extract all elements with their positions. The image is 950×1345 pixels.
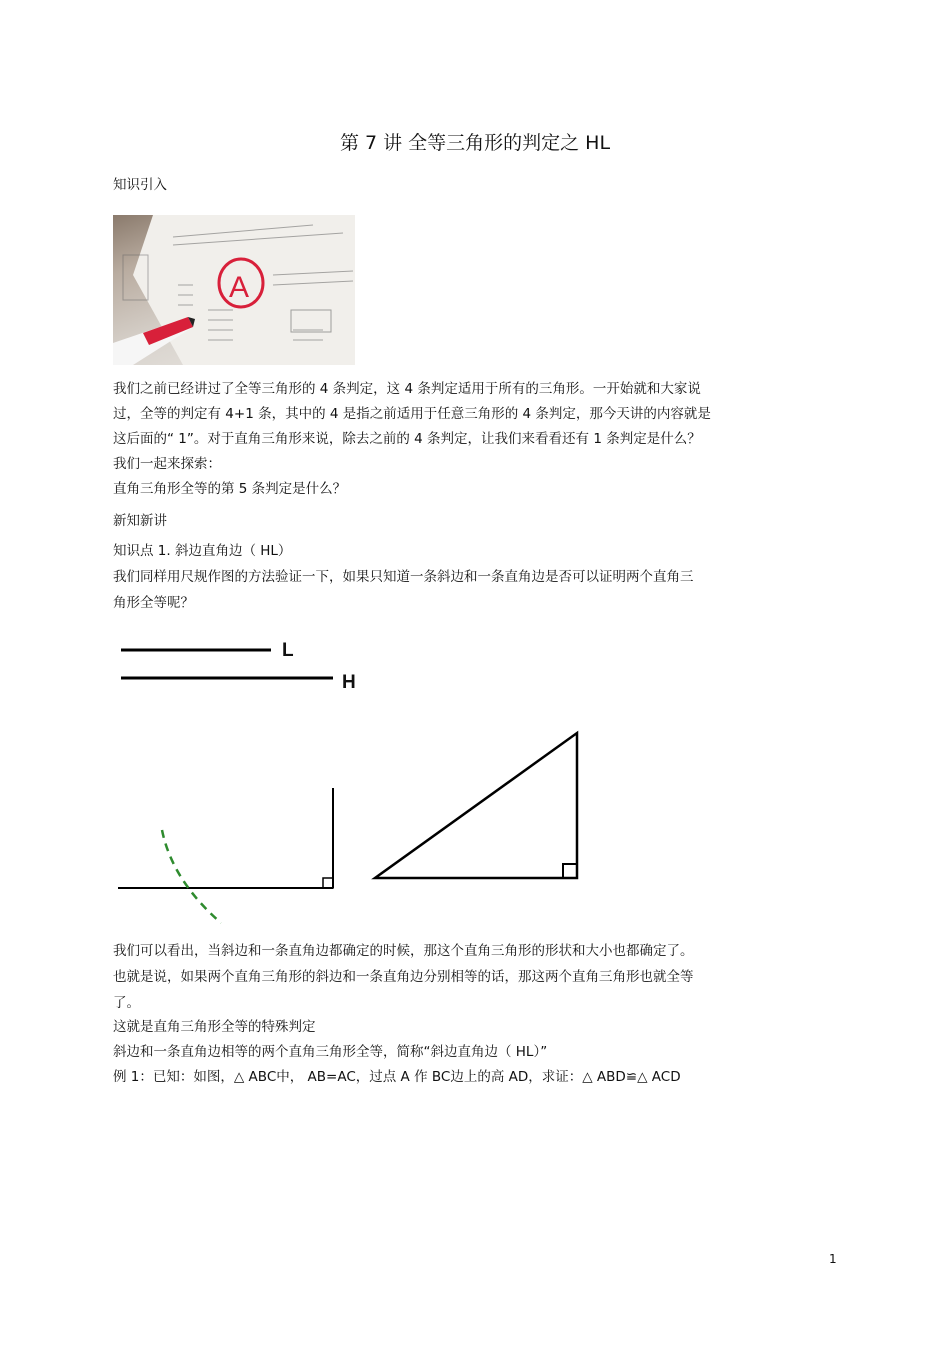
test-paper-illustration: [113, 215, 355, 365]
conclusion-line: 了。: [113, 995, 140, 1011]
intro-paragraph-line: 过，全等的判定有 4+1 条，其中的 4 是指之前适用于任意三角形的 4 条判定，那今天讲的内容就是: [113, 406, 711, 422]
graded-test-photo: [113, 215, 355, 365]
section-heading-intro: 知识引入: [113, 177, 167, 193]
right-angle-mark: [323, 878, 333, 888]
knowledge-point-heading: 知识点 1. 斜边直角边（ HL）: [113, 543, 292, 559]
example-1: 例 1：已知：如图，△ ABC中， AB=AC，过点 A 作 BC边上的高 AD，求证：△ ABD≌△ ACD: [113, 1069, 681, 1085]
grade-mark: A: [229, 271, 250, 304]
kp-paragraph-line: 角形全等呢？: [113, 595, 194, 611]
kp-paragraph-line: 我们同样用尺规作图的方法验证一下，如果只知道一条斜边和一条直角边是否可以证明两个直角三: [113, 569, 694, 585]
compass-arc: [162, 830, 221, 923]
construction-figure: [0, 630, 950, 930]
intro-paragraph-line: 我们一起来探索：: [113, 456, 221, 472]
conclusion-line: 我们可以看出，当斜边和一条直角边都确定的时候，那这个直角三角形的形状和大小也都确定了。: [113, 943, 694, 959]
conclusion-line: 也就是说，如果两个直角三角形的斜边和一条直角边分别相等的话，那这两个直角三角形也就全等: [113, 969, 694, 985]
right-triangle: [375, 733, 577, 878]
label-L: L: [282, 640, 294, 661]
label-H: H: [342, 672, 356, 693]
hl-definition: 斜边和一条直角边相等的两个直角三角形全等，简称“斜边直角边（ HL）”: [113, 1044, 548, 1060]
section-heading-new: 新知新讲: [113, 513, 167, 529]
special-criterion-line: 这就是直角三角形全等的特殊判定: [113, 1019, 316, 1035]
page-number: 1: [829, 1252, 837, 1266]
page-title: 第 7 讲 全等三角形的判定之 HL: [339, 132, 611, 154]
triangle-right-angle-mark: [563, 864, 577, 878]
intro-paragraph-line: 这后面的“ 1”。对于直角三角形来说，除去之前的 4 条判定，让我们来看看还有 1 条判定是什么？: [113, 431, 701, 447]
intro-question: 直角三角形全等的第 5 条判定是什么？: [113, 481, 347, 497]
intro-paragraph-line: 我们之前已经讲过了全等三角形的 4 条判定，这 4 条判定适用于所有的三角形。一开始就和大家说: [113, 381, 701, 397]
